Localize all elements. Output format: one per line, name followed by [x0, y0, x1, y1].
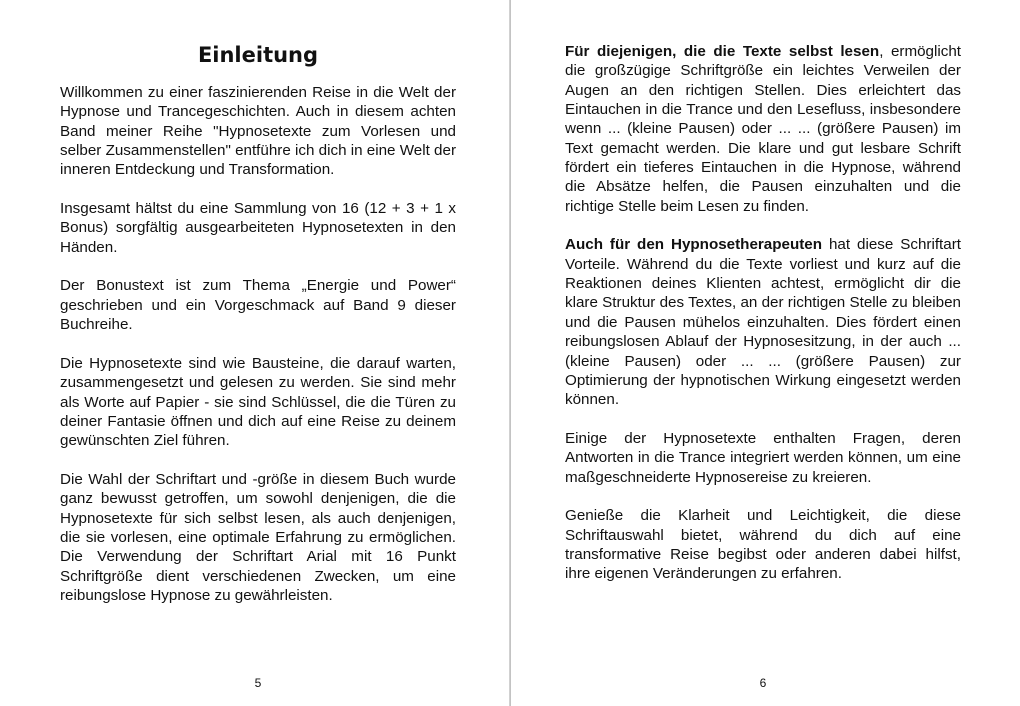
self-readers-lead: Für diejenigen, die die Texte selbst lesen: [565, 43, 880, 60]
self-readers-paragraph: [565, 42, 961, 216]
intro-paragraph: Willkommen zu einer faszinierenden Reise in die Welt der Hypnose und Trancegeschichten. Auch in diesem achten Band meiner Reihe "Hypnosetexte zum Vorlesen und selber Zusammenstellen" entführe ich dich in eine Welt der inneren Entdeckung und Transformation.: [60, 84, 456, 179]
right-page: [511, 0, 1020, 706]
left-page-body: [60, 83, 456, 605]
page-number-right: 6: [759, 676, 767, 690]
collection-paragraph: Insgesamt hältst du eine Sammlung von 16 (12 + 3 + 1 x Bonus) sorgfältig ausgearbeiteten Hypnosetexten in den Händen.: [60, 200, 456, 256]
therapists-lead: Auch für den Hypnosetherapeuten: [565, 236, 823, 254]
bonus-paragraph: Der Bonustext ist zum Thema „Energie und Power“ geschrieben und ein Vorgeschmack auf Band 9 dieser Buchreihe.: [60, 277, 456, 334]
therapists-paragraph: [565, 235, 961, 409]
building-blocks-paragraph: Die Hypnosetexte sind wie Bausteine, die darauf warten, zusammengesetzt und gelesen zu werden. Sie sind mehr als Worte auf Papier - sie sind Schlüssel, die die Türen zu deiner Fantasie öffnen und dich auf eine Reise zu deinem gewünschten Ziel führen.: [60, 354, 456, 450]
font-choice-paragraph: Die Wahl der Schriftart und -größe in diesem Buch wurde ganz bewusst getroffen, um sowohl denjenigen, die die Hypnosetexte für sich selbst lesen, als auch denjenigen, die sie vorlesen, eine optimale Erfahrung zu ermöglichen. Die Verwendung der Schriftart Arial mit 16 Punkt Schriftgröße dient verschiedenen Zwecken, um eine reibungslose Hypnose zu gewährleisten.: [60, 470, 456, 604]
closing-paragraph: Genieße die Klarheit und Leichtigkeit, die diese Schriftauswahl bietet, während du dich auf eine transformative Reise begibst oder anderen dabei hilfst, ihre eigenen Veränderungen zu erfahren.: [565, 507, 961, 583]
questions-paragraph: Einige der Hypnosetexte enthalten Fragen, deren Antworten in die Trance integriert werden können, um eine maßgeschneiderte Hypnosereise zu kreieren.: [565, 429, 961, 486]
self-readers-text: , ermöglicht die großzügige Schriftgröße ein leichtes Verweilen der Augen an den richtigen Stellen. Dies erleichtert das Eintauchen in die Trance und den Lesefluss, insbesondere wenn ... (kleine Pausen) oder ... ... (größere Pausen) im Text gemacht werden. Die klare und gut lesbare Schrift fördert ein tieferes Eintauchen in die Hypnose, während die Absätze helfen, die Pausen einzuhalten und die richtige Stelle beim Lesen zu finden.: [565, 43, 962, 215]
page-number-left: 5: [254, 676, 262, 690]
chapter-title: Einleitung: [197, 43, 319, 67]
therapists-text: hat diese Schriftart Vorteile. Während du die Texte vorliest und kurz auf die Reaktionen deines Klienten achtest, ermöglicht dir die klare Struktur des Textes, an der richtigen Stelle zu bleiben und die Pausen mühelos einzuhalten. Dies fördert einen reibungslosen Ablauf der Hypnosesitzung, in der auch ... (kleine Pausen) oder ... ... (größere Pausen) zur Optimierung der hypnotischen Wirkung eingesetzt werden können.: [565, 236, 961, 409]
right-page-body: [565, 42, 961, 584]
